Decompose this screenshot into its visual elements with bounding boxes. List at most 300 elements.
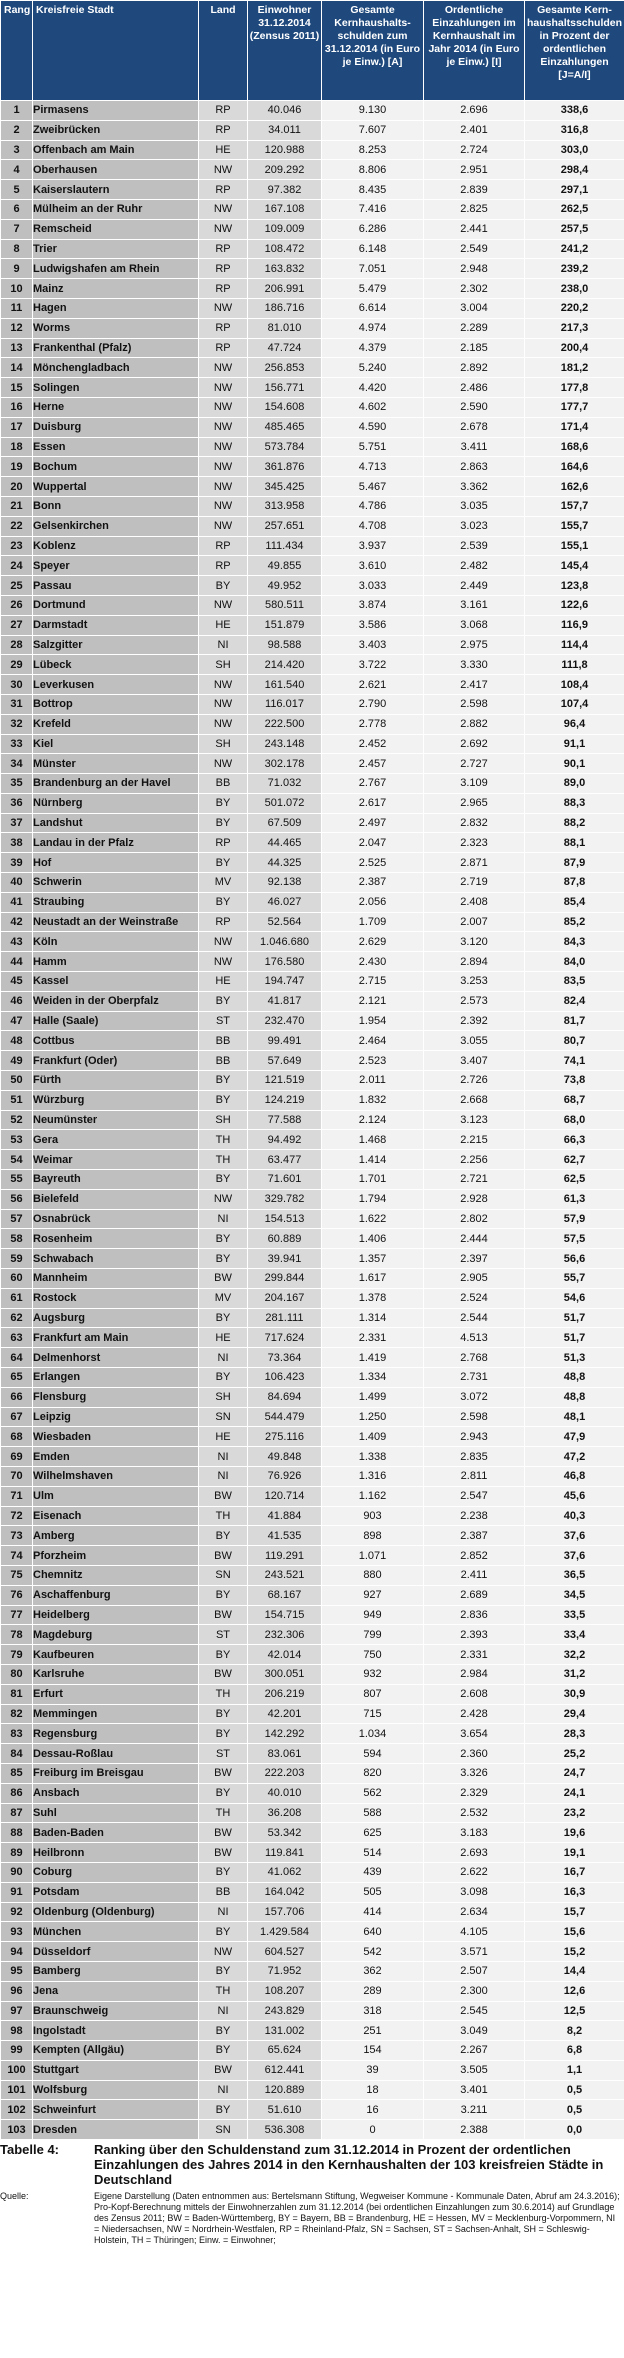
cell-prozent: 62,5 [525, 1170, 624, 1190]
cell-rang: 57 [1, 1209, 33, 1229]
cell-schulden: 2.525 [322, 853, 424, 873]
table-row [1, 279, 624, 299]
cell-stadt: Wilhelmshaven [33, 1466, 199, 1486]
cell-einzahlungen: 3.505 [424, 2060, 525, 2080]
cell-einwohner: 345.425 [248, 477, 322, 497]
cell-stadt: Remscheid [33, 219, 199, 239]
cell-stadt: Speyer [33, 556, 199, 576]
cell-stadt: Weimar [33, 1150, 199, 1170]
cell-prozent: 30,9 [525, 1684, 624, 1704]
cell-land: BY [199, 1862, 248, 1882]
cell-schulden: 1.832 [322, 1090, 424, 1110]
cell-rang: 33 [1, 734, 33, 754]
cell-einzahlungen: 2.549 [424, 239, 525, 259]
cell-einwohner: 501.072 [248, 793, 322, 813]
cell-prozent: 48,1 [525, 1407, 624, 1427]
cell-rang: 31 [1, 694, 33, 714]
cell-rang: 48 [1, 1031, 33, 1051]
table-row [1, 2060, 624, 2080]
table-row [1, 714, 624, 734]
cell-stadt: Duisburg [33, 417, 199, 437]
table-row [1, 496, 624, 516]
cell-einwohner: 52.564 [248, 912, 322, 932]
cell-prozent: 32,2 [525, 1645, 624, 1665]
cell-schulden: 5.479 [322, 279, 424, 299]
cell-rang: 43 [1, 932, 33, 952]
cell-schulden: 2.047 [322, 833, 424, 853]
table-row [1, 694, 624, 714]
cell-land: BY [199, 1368, 248, 1388]
cell-schulden: 8.435 [322, 180, 424, 200]
cell-prozent: 171,4 [525, 417, 624, 437]
cell-land: BY [199, 892, 248, 912]
cell-einwohner: 49.848 [248, 1447, 322, 1467]
cell-stadt: Frankenthal (Pfalz) [33, 338, 199, 358]
cell-einwohner: 612.441 [248, 2060, 322, 2080]
cell-einzahlungen: 2.678 [424, 417, 525, 437]
cell-rang: 95 [1, 1961, 33, 1981]
cell-rang: 103 [1, 2120, 33, 2140]
cell-schulden: 2.715 [322, 972, 424, 992]
cell-einwohner: 36.208 [248, 1803, 322, 1823]
cell-einzahlungen: 3.401 [424, 2080, 525, 2100]
cell-stadt: Solingen [33, 378, 199, 398]
cell-schulden: 2.387 [322, 873, 424, 893]
cell-stadt: Dortmund [33, 595, 199, 615]
cell-einwohner: 39.941 [248, 1249, 322, 1269]
cell-prozent: 168,6 [525, 437, 624, 457]
cell-stadt: Bayreuth [33, 1170, 199, 1190]
cell-rang: 7 [1, 219, 33, 239]
table-row [1, 120, 624, 140]
cell-rang: 1 [1, 101, 33, 121]
table-row [1, 1407, 624, 1427]
cell-stadt: Mülheim an der Ruhr [33, 199, 199, 219]
cell-einzahlungen: 3.072 [424, 1387, 525, 1407]
cell-einzahlungen: 2.836 [424, 1605, 525, 1625]
cell-stadt: Dresden [33, 2120, 199, 2140]
table-row [1, 556, 624, 576]
cell-land: BY [199, 1961, 248, 1981]
cell-einwohner: 49.952 [248, 576, 322, 596]
cell-einzahlungen: 2.444 [424, 1229, 525, 1249]
cell-rang: 78 [1, 1625, 33, 1645]
cell-einzahlungen: 3.035 [424, 496, 525, 516]
cell-schulden: 588 [322, 1803, 424, 1823]
table-row [1, 1051, 624, 1071]
table-row [1, 793, 624, 813]
cell-einwohner: 71.952 [248, 1961, 322, 1981]
cell-prozent: 157,7 [525, 496, 624, 516]
cell-schulden: 3.586 [322, 615, 424, 635]
table-row [1, 1664, 624, 1684]
table-row [1, 1090, 624, 1110]
cell-einzahlungen: 2.871 [424, 853, 525, 873]
cell-einzahlungen: 2.727 [424, 754, 525, 774]
cell-schulden: 505 [322, 1882, 424, 1902]
table-row [1, 457, 624, 477]
cell-stadt: Coburg [33, 1862, 199, 1882]
cell-prozent: 122,6 [525, 595, 624, 615]
cell-einwohner: 119.841 [248, 1843, 322, 1863]
cell-prozent: 85,4 [525, 892, 624, 912]
cell-schulden: 39 [322, 2060, 424, 2080]
cell-einzahlungen: 2.238 [424, 1506, 525, 1526]
cell-stadt: Cottbus [33, 1031, 199, 1051]
cell-land: RP [199, 101, 248, 121]
cell-rang: 93 [1, 1922, 33, 1942]
cell-schulden: 6.286 [322, 219, 424, 239]
cell-rang: 53 [1, 1130, 33, 1150]
cell-prozent: 45,6 [525, 1486, 624, 1506]
cell-prozent: 48,8 [525, 1387, 624, 1407]
table-row [1, 991, 624, 1011]
table-row [1, 1645, 624, 1665]
cell-rang: 84 [1, 1744, 33, 1764]
table-row [1, 2100, 624, 2120]
cell-land: BY [199, 1645, 248, 1665]
cell-prozent: 257,5 [525, 219, 624, 239]
cell-prozent: 74,1 [525, 1051, 624, 1071]
cell-prozent: 155,1 [525, 536, 624, 556]
cell-prozent: 66,3 [525, 1130, 624, 1150]
table-row [1, 101, 624, 121]
cell-rang: 54 [1, 1150, 33, 1170]
cell-schulden: 1.338 [322, 1447, 424, 1467]
cell-prozent: 6,8 [525, 2041, 624, 2061]
cell-schulden: 4.590 [322, 417, 424, 437]
cell-einzahlungen: 2.882 [424, 714, 525, 734]
cell-prozent: 28,3 [525, 1724, 624, 1744]
header-land: Land [199, 1, 248, 101]
cell-rang: 101 [1, 2080, 33, 2100]
cell-schulden: 820 [322, 1763, 424, 1783]
cell-land: NW [199, 516, 248, 536]
cell-schulden: 0 [322, 2120, 424, 2140]
cell-schulden: 414 [322, 1902, 424, 1922]
cell-stadt: Lübeck [33, 655, 199, 675]
table-row [1, 378, 624, 398]
cell-einwohner: 214.420 [248, 655, 322, 675]
cell-einwohner: 329.782 [248, 1189, 322, 1209]
cell-prozent: 145,4 [525, 556, 624, 576]
table-row [1, 1328, 624, 1348]
cell-einzahlungen: 2.943 [424, 1427, 525, 1447]
cell-einzahlungen: 2.719 [424, 873, 525, 893]
cell-einzahlungen: 2.544 [424, 1308, 525, 1328]
cell-einwohner: 41.884 [248, 1506, 322, 1526]
cell-einwohner: 57.649 [248, 1051, 322, 1071]
cell-land: RP [199, 556, 248, 576]
cell-prozent: 181,2 [525, 358, 624, 378]
cell-land: BY [199, 2041, 248, 2061]
cell-land: BB [199, 1051, 248, 1071]
cell-land: ST [199, 1744, 248, 1764]
cell-rang: 89 [1, 1843, 33, 1863]
cell-einwohner: 536.308 [248, 2120, 322, 2140]
cell-einzahlungen: 2.948 [424, 259, 525, 279]
cell-prozent: 56,6 [525, 1249, 624, 1269]
cell-rang: 60 [1, 1269, 33, 1289]
cell-einwohner: 106.423 [248, 1368, 322, 1388]
cell-land: NW [199, 496, 248, 516]
cell-rang: 59 [1, 1249, 33, 1269]
cell-einwohner: 154.513 [248, 1209, 322, 1229]
table-row [1, 1288, 624, 1308]
table-row [1, 1684, 624, 1704]
cell-prozent: 24,7 [525, 1763, 624, 1783]
cell-einwohner: 42.014 [248, 1645, 322, 1665]
cell-prozent: 108,4 [525, 675, 624, 695]
cell-stadt: Landau in der Pfalz [33, 833, 199, 853]
cell-prozent: 114,4 [525, 635, 624, 655]
cell-prozent: 19,6 [525, 1823, 624, 1843]
cell-rang: 38 [1, 833, 33, 853]
cell-stadt: Bottrop [33, 694, 199, 714]
cell-rang: 97 [1, 2001, 33, 2021]
cell-schulden: 4.420 [322, 378, 424, 398]
table-row [1, 1783, 624, 1803]
header-prozent: Gesamte Kern-haushaltsschulden in Prozent der ordentlichen Einzahlungen [J=A/I] [525, 1, 624, 101]
cell-schulden: 807 [322, 1684, 424, 1704]
cell-einzahlungen: 2.573 [424, 991, 525, 1011]
cell-land: RP [199, 338, 248, 358]
cell-einwohner: 206.219 [248, 1684, 322, 1704]
table-row [1, 1011, 624, 1031]
cell-land: ST [199, 1625, 248, 1645]
cell-rang: 11 [1, 298, 33, 318]
cell-rang: 90 [1, 1862, 33, 1882]
cell-prozent: 47,9 [525, 1427, 624, 1447]
cell-land: BB [199, 1031, 248, 1051]
cell-einwohner: 204.167 [248, 1288, 322, 1308]
cell-land: SH [199, 734, 248, 754]
table-row [1, 1526, 624, 1546]
cell-stadt: Jena [33, 1981, 199, 2001]
cell-prozent: 88,1 [525, 833, 624, 853]
cell-einzahlungen: 2.486 [424, 378, 525, 398]
cell-land: BW [199, 1763, 248, 1783]
cell-schulden: 3.403 [322, 635, 424, 655]
cell-einzahlungen: 2.507 [424, 1961, 525, 1981]
cell-prozent: 16,3 [525, 1882, 624, 1902]
cell-einzahlungen: 2.547 [424, 1486, 525, 1506]
cell-rang: 75 [1, 1565, 33, 1585]
cell-stadt: Wiesbaden [33, 1427, 199, 1447]
cell-einwohner: 65.624 [248, 2041, 322, 2061]
cell-land: MV [199, 873, 248, 893]
cell-einzahlungen: 2.598 [424, 694, 525, 714]
cell-land: BW [199, 1823, 248, 1843]
cell-schulden: 1.468 [322, 1130, 424, 1150]
cell-schulden: 1.357 [322, 1249, 424, 1269]
cell-einzahlungen: 3.109 [424, 774, 525, 794]
cell-prozent: 24,1 [525, 1783, 624, 1803]
cell-rang: 10 [1, 279, 33, 299]
cell-einwohner: 206.991 [248, 279, 322, 299]
cell-stadt: Ulm [33, 1486, 199, 1506]
cell-einzahlungen: 2.768 [424, 1348, 525, 1368]
cell-prozent: 107,4 [525, 694, 624, 714]
cell-einwohner: 44.465 [248, 833, 322, 853]
cell-land: HE [199, 615, 248, 635]
cell-einzahlungen: 2.852 [424, 1546, 525, 1566]
cell-stadt: Passau [33, 576, 199, 596]
cell-stadt: Krefeld [33, 714, 199, 734]
cell-schulden: 1.499 [322, 1387, 424, 1407]
table-row [1, 2080, 624, 2100]
table-row [1, 1447, 624, 1467]
cell-land: NW [199, 219, 248, 239]
cell-einwohner: 44.325 [248, 853, 322, 873]
cell-rang: 23 [1, 536, 33, 556]
cell-rang: 99 [1, 2041, 33, 2061]
cell-einwohner: 167.108 [248, 199, 322, 219]
cell-schulden: 439 [322, 1862, 424, 1882]
cell-prozent: 96,4 [525, 714, 624, 734]
cell-prozent: 297,1 [525, 180, 624, 200]
cell-einwohner: 77.588 [248, 1110, 322, 1130]
cell-prozent: 12,5 [525, 2001, 624, 2021]
table-row [1, 1565, 624, 1585]
cell-einzahlungen: 2.965 [424, 793, 525, 813]
cell-prozent: 37,6 [525, 1546, 624, 1566]
cell-stadt: Rostock [33, 1288, 199, 1308]
cell-land: BY [199, 1229, 248, 1249]
cell-stadt: Essen [33, 437, 199, 457]
cell-land: NW [199, 754, 248, 774]
cell-land: RP [199, 318, 248, 338]
table-row [1, 2041, 624, 2061]
cell-rang: 62 [1, 1308, 33, 1328]
cell-einwohner: 108.207 [248, 1981, 322, 2001]
cell-stadt: Gera [33, 1130, 199, 1150]
cell-einwohner: 111.434 [248, 536, 322, 556]
table-row [1, 338, 624, 358]
table-row [1, 2120, 624, 2140]
table-row [1, 912, 624, 932]
header-einzahlungen: Ordentliche Einzahlungen im Kernhaushalt im Jahr 2014 (in Euro je Einw.) [I] [424, 1, 525, 101]
cell-einzahlungen: 3.654 [424, 1724, 525, 1744]
cell-rang: 29 [1, 655, 33, 675]
cell-einwohner: 573.784 [248, 437, 322, 457]
cell-einzahlungen: 2.692 [424, 734, 525, 754]
cell-land: BB [199, 1882, 248, 1902]
cell-prozent: 23,2 [525, 1803, 624, 1823]
cell-einzahlungen: 3.362 [424, 477, 525, 497]
cell-prozent: 85,2 [525, 912, 624, 932]
cell-rang: 46 [1, 991, 33, 1011]
cell-einzahlungen: 4.105 [424, 1922, 525, 1942]
cell-stadt: Weiden in der Oberpfalz [33, 991, 199, 1011]
cell-einzahlungen: 2.696 [424, 101, 525, 121]
cell-stadt: Kaiserslautern [33, 180, 199, 200]
cell-einwohner: 116.017 [248, 694, 322, 714]
cell-einzahlungen: 3.123 [424, 1110, 525, 1130]
cell-rang: 36 [1, 793, 33, 813]
cell-prozent: 15,7 [525, 1902, 624, 1922]
cell-schulden: 542 [322, 1942, 424, 1962]
cell-schulden: 6.614 [322, 298, 424, 318]
cell-einzahlungen: 2.408 [424, 892, 525, 912]
cell-schulden: 625 [322, 1823, 424, 1843]
cell-rang: 100 [1, 2060, 33, 2080]
cell-schulden: 3.874 [322, 595, 424, 615]
cell-land: RP [199, 833, 248, 853]
cell-prozent: 220,2 [525, 298, 624, 318]
cell-einwohner: 60.889 [248, 1229, 322, 1249]
cell-schulden: 2.124 [322, 1110, 424, 1130]
cell-prozent: 48,8 [525, 1368, 624, 1388]
cell-stadt: Schweinfurt [33, 2100, 199, 2120]
cell-rang: 74 [1, 1546, 33, 1566]
table-row [1, 239, 624, 259]
table-row [1, 298, 624, 318]
cell-einwohner: 243.829 [248, 2001, 322, 2021]
cell-prozent: 46,8 [525, 1466, 624, 1486]
table-row [1, 932, 624, 952]
cell-prozent: 33,5 [525, 1605, 624, 1625]
cell-rang: 71 [1, 1486, 33, 1506]
cell-stadt: Wolfsburg [33, 2080, 199, 2100]
cell-prozent: 19,1 [525, 1843, 624, 1863]
cell-prozent: 262,5 [525, 199, 624, 219]
cell-schulden: 2.617 [322, 793, 424, 813]
cell-rang: 67 [1, 1407, 33, 1427]
cell-einwohner: 84.694 [248, 1387, 322, 1407]
table-row [1, 754, 624, 774]
cell-prozent: 89,0 [525, 774, 624, 794]
cell-einwohner: 94.492 [248, 1130, 322, 1150]
table-row [1, 1348, 624, 1368]
cell-einwohner: 51.610 [248, 2100, 322, 2120]
header-einwohner: Einwohner 31.12.2014 (Zensus 2011) [248, 1, 322, 101]
cell-stadt: Oberhausen [33, 160, 199, 180]
cell-rang: 40 [1, 873, 33, 893]
cell-stadt: Köln [33, 932, 199, 952]
caption-text: Ranking über den Schuldenstand zum 31.12.2014 in Prozent der ordentlichen Einzahlungen des Jahres 2014 in den Kernhaushalten der 103 kreisfreien Städte in Deutschland [94, 2142, 604, 2188]
cell-stadt: Stuttgart [33, 2060, 199, 2080]
cell-stadt: Schwerin [33, 873, 199, 893]
header-schulden: Gesamte Kernhaushalts-schulden zum 31.12.2014 (in Euro je Einw.) [A] [322, 1, 424, 101]
cell-land: BY [199, 1170, 248, 1190]
cell-einzahlungen: 2.428 [424, 1704, 525, 1724]
cell-schulden: 8.253 [322, 140, 424, 160]
cell-schulden: 18 [322, 2080, 424, 2100]
cell-land: BY [199, 1071, 248, 1091]
cell-einzahlungen: 2.007 [424, 912, 525, 932]
table-row [1, 1308, 624, 1328]
table-row [1, 734, 624, 754]
cell-prozent: 111,8 [525, 655, 624, 675]
cell-rang: 82 [1, 1704, 33, 1724]
cell-einwohner: 1.046.680 [248, 932, 322, 952]
cell-rang: 50 [1, 1071, 33, 1091]
cell-einwohner: 81.010 [248, 318, 322, 338]
cell-land: SN [199, 1407, 248, 1427]
cell-einwohner: 124.219 [248, 1090, 322, 1110]
table-row [1, 140, 624, 160]
cell-schulden: 4.786 [322, 496, 424, 516]
cell-land: TH [199, 1506, 248, 1526]
cell-rang: 64 [1, 1348, 33, 1368]
cell-einwohner: 41.535 [248, 1526, 322, 1546]
cell-schulden: 1.162 [322, 1486, 424, 1506]
cell-einzahlungen: 2.928 [424, 1189, 525, 1209]
cell-land: NW [199, 298, 248, 318]
cell-schulden: 2.011 [322, 1071, 424, 1091]
cell-schulden: 2.464 [322, 1031, 424, 1051]
